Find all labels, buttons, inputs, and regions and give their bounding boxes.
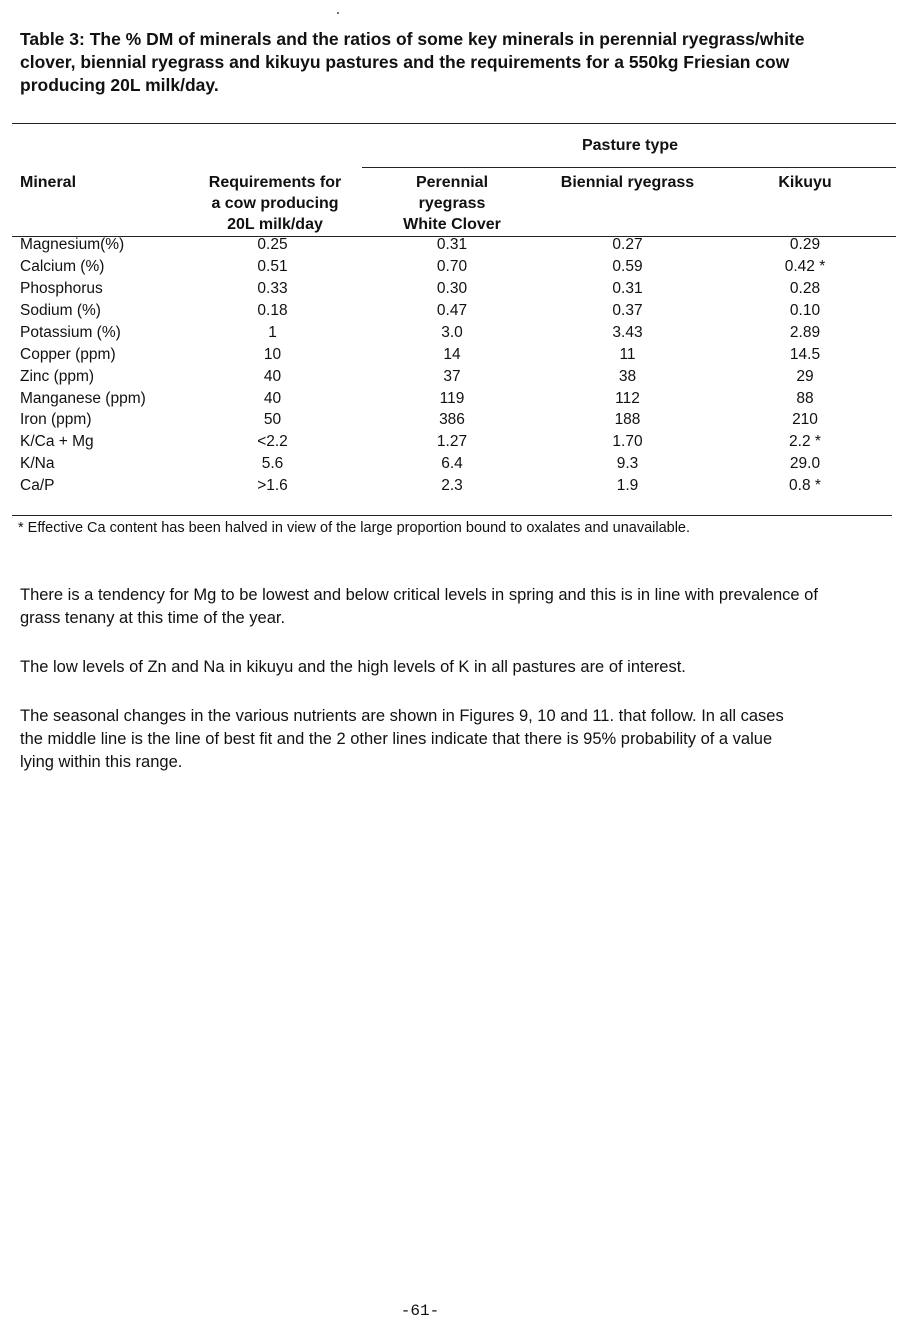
cell-kikuyu: 14.5	[789, 346, 821, 363]
col-header-biennial: Biennial ryegrass	[560, 174, 695, 191]
table-caption: Table 3: The % DM of minerals and the ratios of some key minerals in perennial ryegrass/white clover, biennial ryegrass and kikuyu pastures and the requirements for a 550kg Friesian cow producing 20L milk/day.	[20, 29, 805, 95]
cell-kikuyu: 2.2 *	[789, 433, 821, 450]
cell-perennial: 0.47	[436, 302, 468, 319]
cell-kikuyu: 2.89	[789, 324, 821, 341]
col-header-kikuyu: Kikuyu	[778, 174, 832, 191]
cell-requirement: 50	[263, 411, 282, 428]
table-bottom-rule	[12, 515, 892, 516]
col-header-mineral: Mineral	[20, 174, 77, 191]
cell-perennial: 6.4	[441, 455, 463, 472]
cell-requirement: >1.6	[257, 477, 288, 494]
cell-mineral: Calcium (%)	[20, 258, 105, 275]
cell-kikuyu: 0.28	[789, 280, 821, 297]
pasture-type-rule	[362, 167, 896, 168]
cell-perennial: 2.3	[441, 477, 463, 494]
cell-perennial: 0.30	[436, 280, 468, 297]
cell-requirement: 40	[263, 390, 282, 407]
cell-mineral: Copper (ppm)	[20, 346, 116, 363]
cell-perennial: 37	[443, 368, 461, 385]
table-footnote: * Effective Ca content has been halved in view of the large proportion bound to oxalates and unavailable.	[18, 520, 691, 536]
cell-kikuyu: 29.0	[789, 455, 821, 472]
col-header-perennial: Perennial ryegrass White Clover	[403, 174, 501, 233]
cell-mineral: Potassium (%)	[20, 324, 121, 341]
cell-kikuyu: 0.29	[789, 236, 821, 253]
cell-mineral: K/Na	[20, 455, 55, 472]
paragraph-zn-na: The low levels of Zn and Na in kikuyu and the high levels of K in all pastures are of interest.	[20, 658, 686, 676]
cell-biennial: 38	[618, 368, 637, 385]
cell-perennial: 386	[439, 411, 465, 428]
cell-kikuyu: 210	[792, 411, 818, 428]
cell-perennial: 1.27	[436, 433, 468, 450]
paragraph-seasonal: The seasonal changes in the various nutrients are shown in Figures 9, 10 and 11. that follow. In all cases the middle line is the line of best fit and the 2 other lines indicate that there is 95% probability of a value lying within this range.	[20, 707, 784, 771]
cell-biennial: 3.43	[612, 324, 643, 341]
cell-mineral: Ca/P	[20, 477, 55, 494]
cell-biennial: 11	[619, 346, 636, 363]
cell-mineral: K/Ca + Mg	[20, 433, 94, 450]
cell-requirement: 10	[263, 346, 282, 363]
cell-biennial: 0.31	[612, 280, 643, 297]
cell-kikuyu: 88	[796, 390, 814, 407]
cell-biennial: 1.70	[612, 433, 643, 450]
page-number: -61-	[400, 1302, 440, 1320]
cell-biennial: 188	[614, 411, 641, 428]
cell-kikuyu: 0.42 *	[784, 258, 826, 275]
cell-requirement: <2.2	[257, 433, 288, 450]
cell-requirement: 1	[268, 324, 277, 341]
cell-biennial: 0.59	[612, 258, 643, 275]
cell-biennial: 112	[615, 390, 640, 407]
cell-requirement: 0.51	[257, 258, 288, 275]
cell-mineral: Sodium (%)	[20, 302, 101, 319]
cell-requirement: 0.33	[257, 280, 288, 297]
pasture-type-header: Pasture type	[581, 137, 679, 154]
paragraph-mg: There is a tendency for Mg to be lowest and below critical levels in spring and this is in line with prevalence of grass tenany at this time of the year.	[20, 586, 818, 627]
cell-requirement: 40	[263, 368, 282, 385]
cell-kikuyu: 0.8 *	[789, 477, 821, 494]
cell-requirement: 0.18	[257, 302, 288, 319]
cell-mineral: Zinc (ppm)	[20, 368, 95, 385]
cell-requirement: 5.6	[261, 455, 284, 472]
table-top-rule	[12, 123, 896, 124]
cell-requirement: 0.25	[257, 236, 288, 253]
cell-perennial: 0.31	[436, 236, 468, 253]
cell-mineral: Iron (ppm)	[20, 411, 92, 428]
cell-perennial: 119	[439, 390, 465, 407]
scan-speck	[337, 12, 339, 14]
cell-biennial: 0.37	[612, 302, 643, 319]
cell-perennial: 0.70	[436, 258, 468, 275]
cell-kikuyu: 29	[796, 368, 814, 385]
col-header-requirements: Requirements for a cow producing 20L milk/day	[208, 174, 342, 233]
cell-biennial: 0.27	[612, 236, 643, 253]
cell-kikuyu: 0.10	[789, 302, 821, 319]
cell-perennial: 14	[443, 346, 461, 363]
cell-mineral: Manganese (ppm)	[20, 390, 146, 407]
cell-mineral: Magnesium(%)	[20, 236, 125, 253]
cell-perennial: 3.0	[441, 324, 463, 341]
cell-biennial: 9.3	[616, 455, 639, 472]
cell-biennial: 1.9	[616, 477, 639, 494]
cell-mineral: Phosphorus	[20, 280, 103, 297]
